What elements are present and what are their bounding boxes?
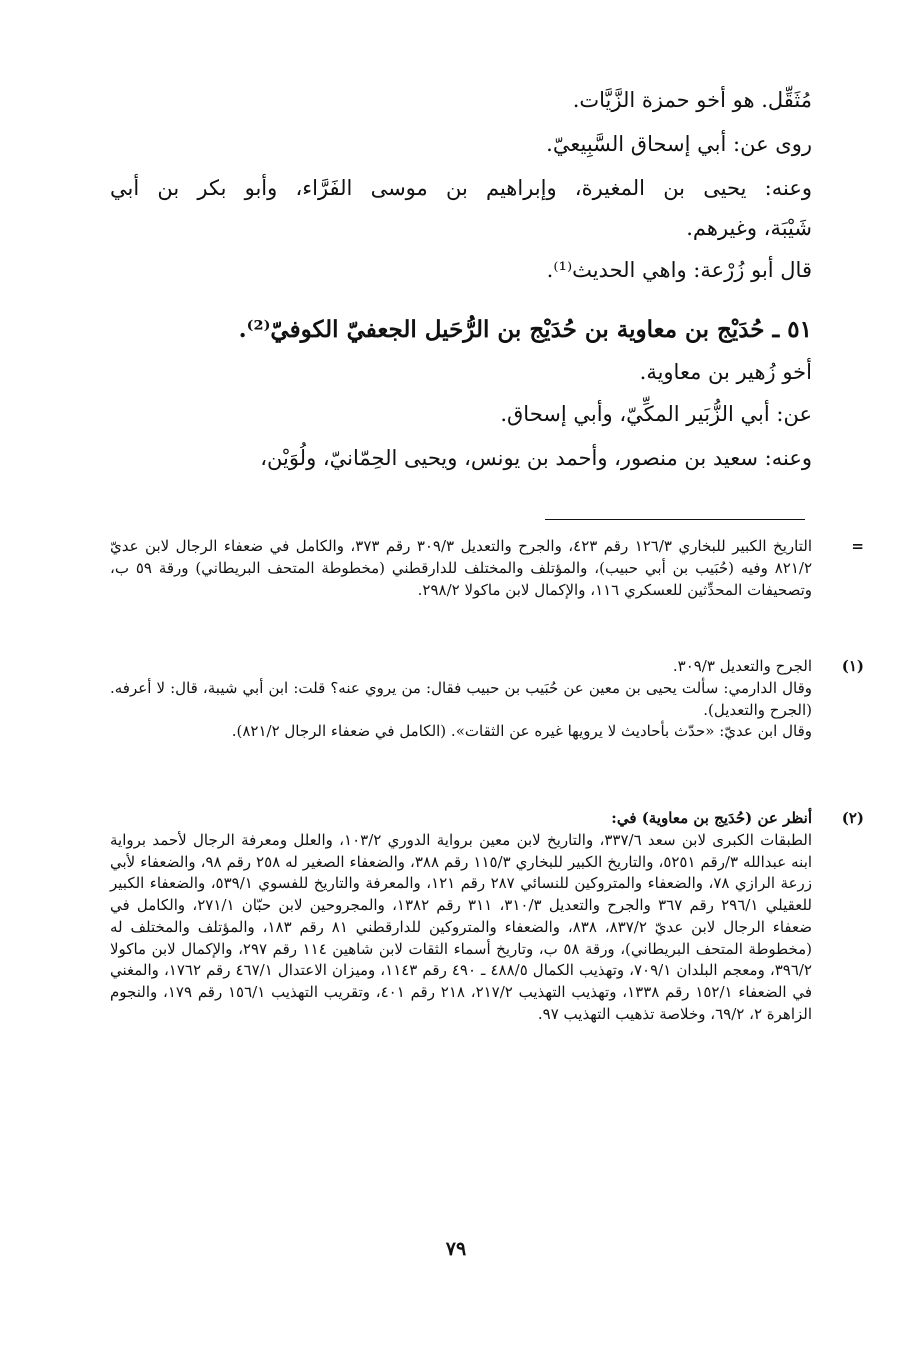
footnote-marker: (٢): [841, 809, 864, 827]
main-text-line-7: عن: أبي الزُّبَير المكِّيّ، وأبي إسحاق.: [500, 402, 812, 426]
main-text-line-2: روى عن: أبي إسحاق السَّبِيعيّ.: [546, 132, 812, 156]
main-text-line-3: وعنه: يحيى بن المغيرة، وإبراهيم بن موسى الفَرَّاء، وأبو بكر بن أبي: [110, 176, 812, 200]
footnote-text: وقال الدارمي: سألت يحيى بن معين عن حُبَيب بن حبيب فقال: من يروي عنه؟ قلت: ابن أبي شيبة، قال: لا أعرفه. (الجرح والتعديل).: [110, 678, 812, 719]
footnote-text: وقال ابن عديّ: «حدّث بأحاديث لا يرويها غيره عن الثقات». (الكامل في ضعفاء الرجال ٨٢١/٢).: [231, 722, 812, 741]
main-text-line-4: شَيْبَة، وغيرهم.: [686, 216, 812, 240]
footnote-text: الجرح والتعديل ٣٠٩/٣.: [672, 657, 812, 675]
footnote-continuation: [110, 536, 864, 601]
footnote-2: [110, 808, 864, 1026]
footnote-divider: [545, 519, 805, 520]
footnote-marker: =: [851, 537, 864, 555]
footnote-text: التاريخ الكبير للبخاري ١٢٦/٣ رقم ٤٢٣، والجرح والتعديل ٣٠٩/٣ رقم ٣٧٣، والكامل في ضعفاء الرجال لابن عديّ ٨٢١/٢ وفيه (حُبَيب بن أبي حبيب)، والمؤتلف والمختلف للدارقطني (مخطوطة المتحف البريطاني) ورقة ٥٩ ب، وتصحيفات المحدِّثين للعسكري ١١٦، والإكمال لابن ماكولا ٢٩٨/٢.: [110, 537, 812, 599]
entry-heading: ٥١ ـ حُدَيْج بن معاوية بن حُدَيْج بن الرُّحَيل الجعفيّ الكوفيّ⁽²⁾.: [238, 316, 812, 343]
main-text-line-6: أخو زُهير بن معاوية.: [639, 360, 812, 384]
main-text-line-8: وعنه: سعيد بن منصور، وأحمد بن يونس، ويحيى الحِمّانيّ، ولُوَيْن،: [260, 446, 812, 470]
footnote-marker: (١): [841, 657, 864, 675]
footnote-text: أنظر عن (حُدَيج بن معاوية) في:: [611, 809, 812, 827]
page-number: ٧٩: [445, 1238, 467, 1260]
main-text-line-1: مُثَقِّل. هو أخو حمزة الزَّيَّات.: [572, 88, 812, 112]
footnote-text: الطبقات الكبرى لابن سعد ٣٣٧/٦، والتاريخ لابن معين برواية الدوري ١٠٣/٢، والعلل ومعرفة الرجال لأحمد برواية ابنه عبدالله ٣/رقم ٥٢٥١، والتاريخ الكبير للبخاري ١١٥/٣ رقم ٣٨٨، والضعفاء الصغير له ٢٥٨ رقم ٩٨، والضعفاء لأبي زرعة الرازي ٧٨، والضعفاء والمتروكين للنسائي ٢٨٧ رقم ١٢١، والمعرفة والتاريخ للفسوي ٥٣٩/١، والضعفاء الكبير للعقيلي ٢٩٦/١ رقم ٣٦٧ والجرح والتعديل ٣١٠/٣، ٣١١ رقم ١٣٨٢، والمجروحين لابن حبّان ٢٧١/١، والكامل في ضعفاء الرجال لابن عديّ ٨٣٧/٢، ٨٣٨، والضعفاء والمتروكين للدارقطني ٨١ رقم ١٨٣، والمؤتلف والمختلف له (مخطوطة المتحف البريطاني)، ورقة ٥٨ ب، وتاريخ أسماء الثقات لابن شاهين ١١٤ رقم ٢٩٧، والإكمال لابن ماكولا ٣٩٦/٢، ومعجم البلدان ٧٠٩/١، وتهذيب الكمال ٤٨٨/٥ ـ ٤٩٠ رقم ١١٤٣، وميزان الاعتدال ٤٦٧/١ رقم ١٧٦٢، والمغني في الضعفاء ١٥٢/١ رقم ١٣٣٨، وتهذيب التهذيب ٢١٧/٢، ٢١٨ رقم ٤٠١، وتقريب التهذيب ١٥٦/١ رقم ١٧٩، والنجوم الزاهرة ٢، ٦٩/٢، وخلاصة تذهيب التهذيب ٩٧.: [110, 830, 813, 1023]
main-text-line-5: قال أبو زُرْعة: واهي الحديث⁽¹⁾.: [546, 258, 812, 282]
footnote-1: [110, 656, 864, 743]
